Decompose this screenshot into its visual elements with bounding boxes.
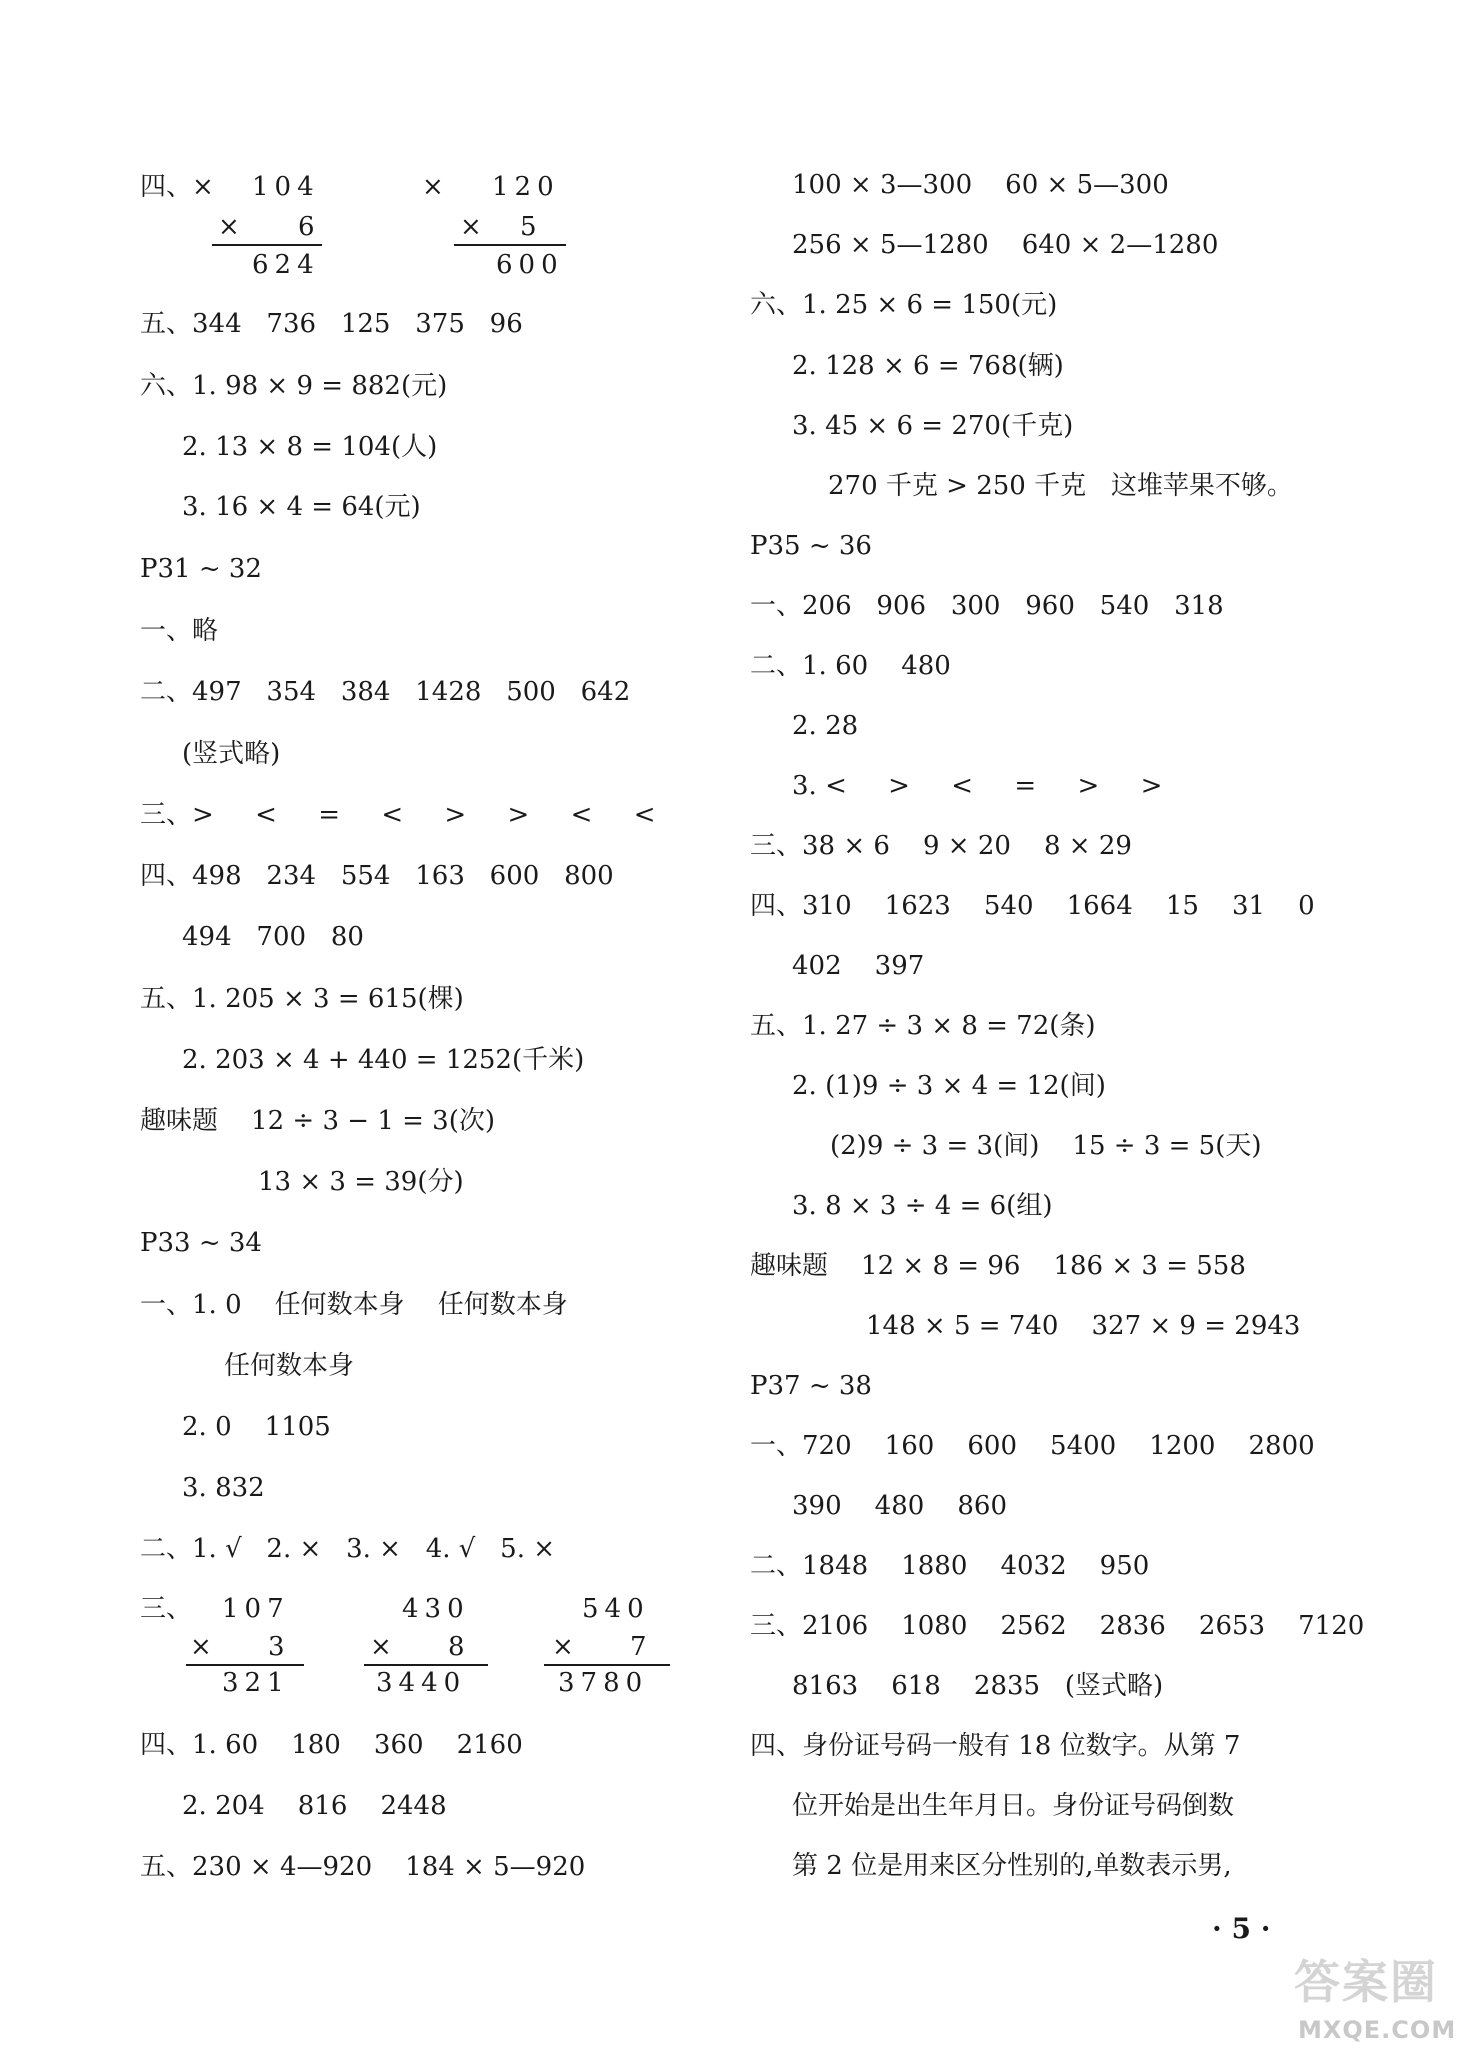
calc-e-top: 540 xyxy=(582,1594,650,1624)
section-header-p31: P31 ~ 32 xyxy=(140,554,262,584)
calc-d-result: 3440 xyxy=(376,1668,467,1698)
line-p37-3b: 8163 618 2835 (竖式略) xyxy=(792,1671,1164,1701)
calc-b-top: 120 xyxy=(492,172,560,202)
calc-c-mul: 3 xyxy=(268,1632,291,1662)
line-p35-4a: 四、310 1623 540 1664 15 31 0 xyxy=(750,891,1315,921)
calc-e-op: × xyxy=(552,1632,574,1662)
line-p35-fun-1: 趣味题 12 × 8 = 96 186 × 3 = 558 xyxy=(750,1251,1246,1281)
line-p35-2a: 二、1. 60 480 xyxy=(750,651,951,681)
line-p37-1a: 一、720 160 600 5400 1200 2800 xyxy=(750,1431,1315,1461)
line-p33-4-2: 2. 204 816 2448 xyxy=(182,1791,447,1821)
calc-e-result: 3780 xyxy=(558,1668,649,1698)
calc-b-rule xyxy=(454,244,566,246)
line-p33-1b: 任何数本身 xyxy=(224,1351,355,1381)
line-p37-4b: 位开始是出生年月日。身份证号码倒数 xyxy=(792,1791,1235,1821)
line-r2: 256 × 5—1280 640 × 2—1280 xyxy=(792,230,1219,260)
line-p37-4a: 四、身份证号码一般有 18 位数字。从第 7 xyxy=(750,1731,1241,1761)
line-p35-5-2: 2. (1)9 ÷ 3 × 4 = 12(间) xyxy=(792,1071,1106,1101)
line-p37-2: 二、1848 1880 4032 950 xyxy=(750,1551,1150,1581)
calc-c-top: 107 xyxy=(222,1594,290,1624)
line-p37-3a: 三、2106 1080 2562 2836 2653 7120 xyxy=(750,1611,1365,1641)
line-p33-2: 二、1. √ 2. × 3. × 4. √ 5. × xyxy=(140,1534,556,1564)
line-s6-3: 3. 16 × 4 = 64(元) xyxy=(182,492,421,522)
line-p31-4a: 四、498 234 554 163 600 800 xyxy=(140,861,614,891)
line-s5: 五、344 736 125 375 96 xyxy=(140,309,523,339)
calc-a-rule xyxy=(212,244,322,246)
watermark-logo: 答案圈 xyxy=(1294,1955,1438,2009)
section-header-p33: P33 ~ 34 xyxy=(140,1228,262,1258)
line-p37-4c: 第 2 位是用来区分性别的,单数表示男, xyxy=(792,1851,1232,1881)
line-s6-2: 2. 13 × 8 = 104(人) xyxy=(182,432,438,462)
p33-3-label: 三、 xyxy=(140,1594,193,1624)
line-p33-1d: 3. 832 xyxy=(182,1473,265,1503)
calc-d-top: 430 xyxy=(402,1594,470,1624)
page-number: · 5 · xyxy=(1212,1912,1271,1945)
calc-b-op: × xyxy=(460,212,482,242)
line-s6-1: 六、1. 98 × 9 = 882(元) xyxy=(140,371,448,401)
calc-a-mul: 6 xyxy=(298,212,321,242)
calc-a-op: × xyxy=(218,212,240,242)
line-p35-4b: 402 397 xyxy=(792,951,925,981)
line-r6-1: 六、1. 25 × 6 = 150(元) xyxy=(750,290,1058,320)
line-p31-5-2: 2. 203 × 4 + 440 = 1252(千米) xyxy=(182,1045,585,1075)
line-p31-5-1: 五、1. 205 × 3 = 615(棵) xyxy=(140,984,464,1014)
line-p31-1: 一、略 xyxy=(140,616,219,646)
s4-label: 四、× xyxy=(140,172,214,202)
line-p35-5-4: 3. 8 × 3 ÷ 4 = 6(组) xyxy=(792,1191,1053,1221)
line-p37-1b: 390 480 860 xyxy=(792,1491,1007,1521)
calc-b-result: 600 xyxy=(496,250,564,280)
line-p31-3: 三、> < = < > > < < xyxy=(140,800,656,830)
line-p31-2b: (竖式略) xyxy=(182,739,281,769)
watermark xyxy=(1288,1954,1458,2050)
calc-a-top: 104 xyxy=(252,172,320,202)
calc-a-result: 624 xyxy=(252,250,320,280)
calc-e-mul: 7 xyxy=(630,1632,653,1662)
line-p33-5: 五、230 × 4—920 184 × 5—920 xyxy=(140,1852,586,1882)
line-p33-1a: 一、1. 0 任何数本身 任何数本身 xyxy=(140,1290,568,1320)
line-p33-4-1: 四、1. 60 180 360 2160 xyxy=(140,1730,523,1760)
section-header-p37: P37 ~ 38 xyxy=(750,1371,872,1401)
calc-c-result: 321 xyxy=(222,1668,290,1698)
section-header-p35: P35 ~ 36 xyxy=(750,531,872,561)
calc-d-mul: 8 xyxy=(448,1632,471,1662)
line-p35-fun-2: 148 × 5 = 740 327 × 9 = 2943 xyxy=(866,1311,1301,1341)
line-r6-4: 270 千克 > 250 千克 这堆苹果不够。 xyxy=(828,471,1293,501)
line-p35-1: 一、206 906 300 960 540 318 xyxy=(750,591,1224,621)
line-r6-2: 2. 128 × 6 = 768(辆) xyxy=(792,351,1064,381)
calc-d-op: × xyxy=(370,1632,392,1662)
calc-b-mul: 5 xyxy=(520,212,543,242)
line-p31-2: 二、497 354 384 1428 500 642 xyxy=(140,677,631,707)
line-p31-fun-2: 13 × 3 = 39(分) xyxy=(258,1167,464,1197)
line-p35-2b: 2. 28 xyxy=(792,711,859,741)
line-r1: 100 × 3—300 60 × 5—300 xyxy=(792,170,1169,200)
line-p31-fun-1: 趣味题 12 ÷ 3 − 1 = 3(次) xyxy=(140,1106,495,1136)
line-p35-5-1: 五、1. 27 ÷ 3 × 8 = 72(条) xyxy=(750,1011,1096,1041)
line-p31-4b: 494 700 80 xyxy=(182,922,364,952)
line-p35-2c: 3. < > < = > > xyxy=(792,771,1163,801)
watermark-url: MXQE.COM xyxy=(1298,2016,1457,2044)
line-p33-1c: 2. 0 1105 xyxy=(182,1412,331,1442)
calc-c-op: × xyxy=(190,1632,212,1662)
line-p35-5-3: (2)9 ÷ 3 = 3(间) 15 ÷ 3 = 5(天) xyxy=(830,1131,1262,1161)
line-r6-3: 3. 45 × 6 = 270(千克) xyxy=(792,411,1074,441)
line-p35-3: 三、38 × 6 9 × 20 8 × 29 xyxy=(750,831,1132,861)
calc-b-x: × xyxy=(422,172,444,202)
